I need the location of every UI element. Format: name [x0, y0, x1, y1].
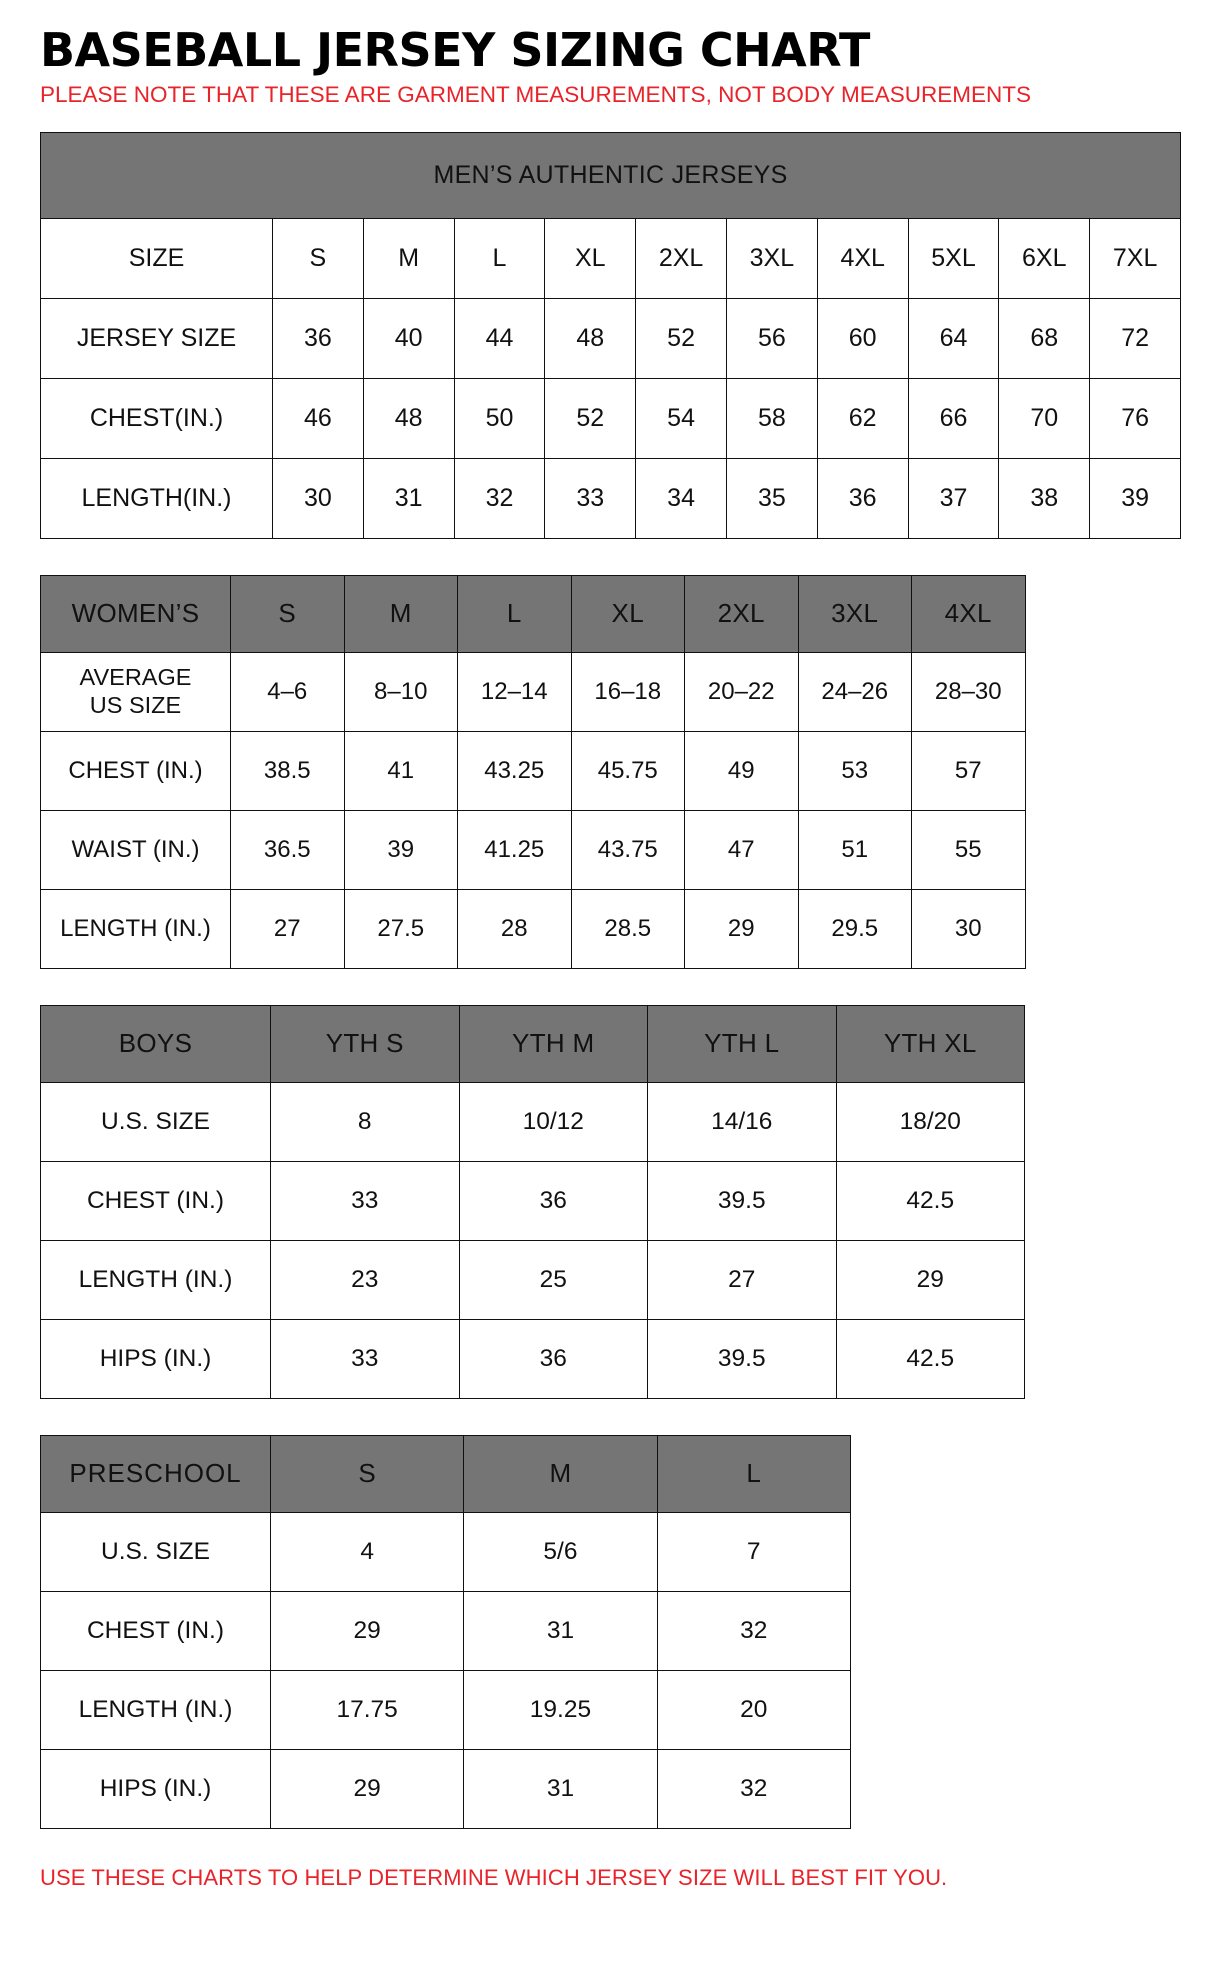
womens-row-label-average-us-size	[41, 652, 231, 731]
mens-size-header-row	[41, 218, 1181, 298]
table-row	[41, 378, 1181, 458]
womens-sizing-table	[40, 575, 1026, 969]
cell: 30	[912, 889, 1026, 968]
mens-row-label-chest: CHEST(IN.)	[41, 378, 273, 458]
cell: 54	[636, 378, 727, 458]
preschool-row-label-us-size: U.S. SIZE	[41, 1512, 271, 1591]
cell: 48	[363, 378, 454, 458]
cell: 32	[454, 458, 545, 538]
cell: 20	[657, 1670, 850, 1749]
cell: 52	[636, 298, 727, 378]
cell: 36	[459, 1161, 648, 1240]
cell: 10/12	[459, 1082, 648, 1161]
cell: 5/6	[464, 1512, 657, 1591]
womens-size-xl: XL	[571, 575, 685, 652]
cell: 31	[464, 1591, 657, 1670]
cell: 51	[798, 810, 912, 889]
mens-row-label-length: LENGTH(IN.)	[41, 458, 273, 538]
cell: 39	[344, 810, 458, 889]
preschool-header-row	[41, 1435, 851, 1512]
mens-banner-label: MEN’S AUTHENTIC JERSEYS	[41, 132, 1181, 218]
cell: 25	[459, 1240, 648, 1319]
cell: 76	[1090, 378, 1181, 458]
mens-size-6xl: 6XL	[999, 218, 1090, 298]
cell: 14/16	[648, 1082, 837, 1161]
cell: 41	[344, 731, 458, 810]
cell: 27	[231, 889, 345, 968]
cell: 4–6	[231, 652, 345, 731]
boys-header-row	[41, 1005, 1025, 1082]
preschool-row-label-hips: HIPS (IN.)	[41, 1749, 271, 1828]
table-row	[41, 1670, 851, 1749]
cell: 35	[726, 458, 817, 538]
table-row	[41, 458, 1181, 538]
boys-sizing-table	[40, 1005, 1025, 1399]
boys-size-yth-m: YTH M	[459, 1005, 648, 1082]
cell: 52	[545, 378, 636, 458]
table-row	[41, 1319, 1025, 1398]
table-row	[41, 1240, 1025, 1319]
cell: 32	[657, 1749, 850, 1828]
cell: 55	[912, 810, 1026, 889]
cell: 46	[273, 378, 364, 458]
cell: 4	[271, 1512, 464, 1591]
mens-size-2xl: 2XL	[636, 218, 727, 298]
cell: 39.5	[648, 1161, 837, 1240]
cell: 62	[817, 378, 908, 458]
preschool-size-l: L	[657, 1435, 850, 1512]
table-row	[41, 298, 1181, 378]
cell: 20–22	[685, 652, 799, 731]
footer-note: USE THESE CHARTS TO HELP DETERMINE WHICH JERSEY SIZE WILL BEST FIT YOU.	[40, 1864, 948, 1890]
cell: 31	[464, 1749, 657, 1828]
cell: 39.5	[648, 1319, 837, 1398]
cell: 66	[908, 378, 999, 458]
womens-row-label-chest: CHEST (IN.)	[41, 731, 231, 810]
womens-size-s: S	[231, 575, 345, 652]
cell: 68	[999, 298, 1090, 378]
cell: 29	[685, 889, 799, 968]
womens-header-row	[41, 575, 1026, 652]
cell: 29.5	[798, 889, 912, 968]
boys-size-yth-l: YTH L	[648, 1005, 837, 1082]
cell: 37	[908, 458, 999, 538]
cell: 8–10	[344, 652, 458, 731]
cell: 58	[726, 378, 817, 458]
cell: 27.5	[344, 889, 458, 968]
cell: 42.5	[836, 1161, 1025, 1240]
table-row	[41, 1512, 851, 1591]
cell: 60	[817, 298, 908, 378]
cell: 29	[271, 1749, 464, 1828]
cell: 33	[271, 1161, 460, 1240]
cell: 41.25	[458, 810, 572, 889]
cell: 38	[999, 458, 1090, 538]
cell: 43.75	[571, 810, 685, 889]
cell: 44	[454, 298, 545, 378]
mens-banner-row	[41, 132, 1181, 218]
table-row	[41, 1749, 851, 1828]
cell: 29	[271, 1591, 464, 1670]
mens-sizing-table	[40, 132, 1181, 539]
cell: 45.75	[571, 731, 685, 810]
womens-size-4xl: 4XL	[912, 575, 1026, 652]
cell: 18/20	[836, 1082, 1025, 1161]
womens-banner-label: WOMEN’S	[41, 575, 231, 652]
preschool-banner-label: PRESCHOOL	[41, 1435, 271, 1512]
mens-size-l: L	[454, 218, 545, 298]
cell: 42.5	[836, 1319, 1025, 1398]
cell: 33	[271, 1319, 460, 1398]
boys-banner-label: BOYS	[41, 1005, 271, 1082]
cell: 36.5	[231, 810, 345, 889]
cell: 24–26	[798, 652, 912, 731]
table-row	[41, 731, 1026, 810]
cell: 29	[836, 1240, 1025, 1319]
mens-size-5xl: 5XL	[908, 218, 999, 298]
cell: 50	[454, 378, 545, 458]
preschool-sizing-table	[40, 1435, 851, 1829]
womens-size-2xl: 2XL	[685, 575, 799, 652]
cell: 70	[999, 378, 1090, 458]
cell: 16–18	[571, 652, 685, 731]
cell: 7	[657, 1512, 850, 1591]
cell: 30	[273, 458, 364, 538]
cell: 38.5	[231, 731, 345, 810]
preschool-size-m: M	[464, 1435, 657, 1512]
cell: 19.25	[464, 1670, 657, 1749]
womens-label-line2: US SIZE	[89, 691, 182, 718]
cell: 53	[798, 731, 912, 810]
boys-row-label-hips: HIPS (IN.)	[41, 1319, 271, 1398]
cell: 28.5	[571, 889, 685, 968]
preschool-row-label-chest: CHEST (IN.)	[41, 1591, 271, 1670]
mens-size-s: S	[273, 218, 364, 298]
cell: 23	[271, 1240, 460, 1319]
cell: 28	[458, 889, 572, 968]
mens-size-3xl: 3XL	[726, 218, 817, 298]
cell: 47	[685, 810, 799, 889]
boys-row-label-chest: CHEST (IN.)	[41, 1161, 271, 1240]
table-row	[41, 1161, 1025, 1240]
boys-size-yth-xl: YTH XL	[836, 1005, 1025, 1082]
table-row	[41, 652, 1026, 731]
table-row	[41, 1591, 851, 1670]
cell: 48	[545, 298, 636, 378]
mens-size-label: SIZE	[41, 218, 273, 298]
cell: 12–14	[458, 652, 572, 731]
cell: 72	[1090, 298, 1181, 378]
table-row	[41, 810, 1026, 889]
cell: 56	[726, 298, 817, 378]
cell: 57	[912, 731, 1026, 810]
cell: 49	[685, 731, 799, 810]
preschool-size-s: S	[271, 1435, 464, 1512]
cell: 64	[908, 298, 999, 378]
cell: 33	[545, 458, 636, 538]
mens-size-xl: XL	[545, 218, 636, 298]
cell: 17.75	[271, 1670, 464, 1749]
table-row	[41, 889, 1026, 968]
womens-row-label-waist: WAIST (IN.)	[41, 810, 231, 889]
page-title: BASEBALL JERSEY SIZING CHART	[40, 23, 870, 77]
garment-measurement-note: PLEASE NOTE THAT THESE ARE GARMENT MEASUREMENTS, NOT BODY MEASUREMENTS	[40, 82, 1032, 108]
cell: 8	[271, 1082, 460, 1161]
boys-row-label-length: LENGTH (IN.)	[41, 1240, 271, 1319]
cell: 28–30	[912, 652, 1026, 731]
boys-size-yth-s: YTH S	[271, 1005, 460, 1082]
mens-row-label-jersey-size: JERSEY SIZE	[41, 298, 273, 378]
cell: 40	[363, 298, 454, 378]
womens-row-label-length: LENGTH (IN.)	[41, 889, 231, 968]
cell: 36	[273, 298, 364, 378]
cell: 34	[636, 458, 727, 538]
cell: 43.25	[458, 731, 572, 810]
cell: 27	[648, 1240, 837, 1319]
mens-size-4xl: 4XL	[817, 218, 908, 298]
boys-row-label-us-size: U.S. SIZE	[41, 1082, 271, 1161]
cell: 39	[1090, 458, 1181, 538]
cell: 31	[363, 458, 454, 538]
mens-size-m: M	[363, 218, 454, 298]
womens-size-m: M	[344, 575, 458, 652]
womens-size-l: L	[458, 575, 572, 652]
womens-label-line1: AVERAGE	[79, 664, 192, 691]
womens-size-3xl: 3XL	[798, 575, 912, 652]
cell: 32	[657, 1591, 850, 1670]
mens-size-7xl: 7XL	[1090, 218, 1181, 298]
cell: 36	[817, 458, 908, 538]
table-row	[41, 1082, 1025, 1161]
preschool-row-label-length: LENGTH (IN.)	[41, 1670, 271, 1749]
cell: 36	[459, 1319, 648, 1398]
